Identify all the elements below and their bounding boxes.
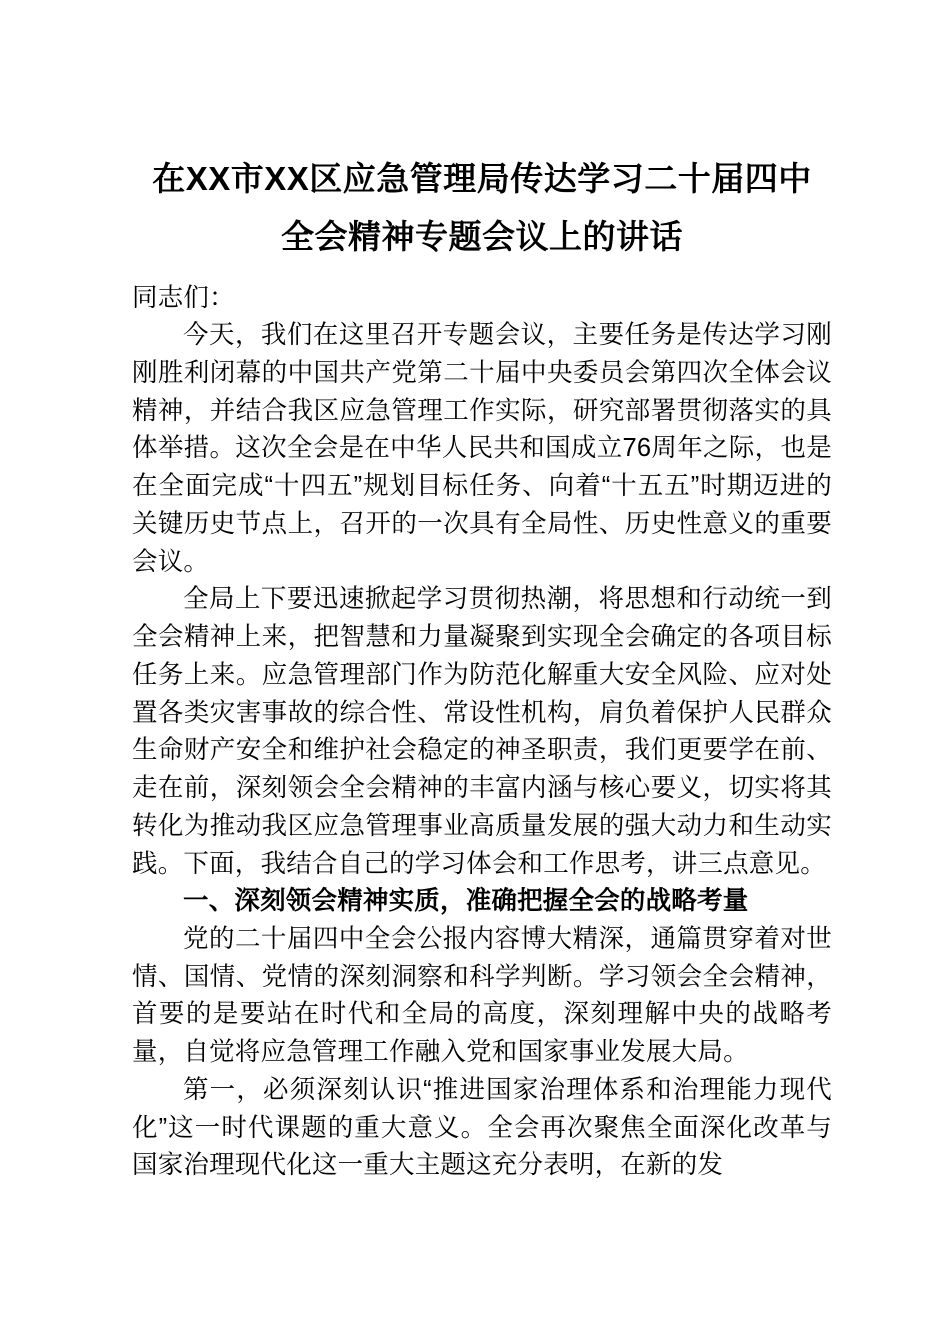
page-title: 在XX市XX区应急管理局传达学习二十届四中全会精神专题会议上的讲话 — [152, 160, 812, 255]
section-paragraph-1: 党的二十届四中全会公报内容博大精深，通篇贯穿着对世情、国情、党情的深刻洞察和科学判断。学习领会全会精神，首要的是要站在时代和全局的高度，深刻理解中央的战略考量，自觉将应急管理工作融入党和国家事业发展大局。 — [132, 924, 832, 1067]
section-paragraph-2: 第一，必须深刻认识“推进国家治理体系和治理能力现代化”这一时代课题的重大意义。全会再次聚焦全面深化改革与国家治理现代化这一重大主题这充分表明，在新的发 — [132, 1075, 832, 1180]
paragraph-1: 今天，我们在这里召开专题会议，主要任务是传达学习刚刚胜利闭幕的中国共产党第二十届中央委员会第四次全体会议精神，并结合我区应急管理工作实际，研究部署贯彻落实的具体举措。这次全会是在中华人民共和国成立76周年之际，也是在全面完成“十四五”规划目标任务、向着“十五五”时期迈进的关键历史节点上，召开的一次具有全局性、历史性意义的重要会议。 — [132, 321, 832, 576]
paragraph-2: 全局上下要迅速掀起学习贯彻热潮，将思想和行动统一到全会精神上来，把智慧和力量凝聚到实现全会确定的各项目标任务上来。应急管理部门作为防范化解重大安全风险、应对处置各类灾害事故的综合性、常设性机构，肩负着保护人民群众生命财产安全和维护社会稳定的神圣职责，我们更要学在前、走在前，深刻领会全会精神的丰富内涵与核心要义，切实将其转化为推动我区应急管理事业高质量发展的强大动力和生动实践。下面，我结合自己的学习体会和工作思考，讲三点意见。 — [132, 585, 832, 878]
section-heading-1: 一、深刻领会精神实质，准确把握全会的战略考量 — [183, 887, 749, 916]
salutation: 同志们： — [132, 283, 235, 312]
